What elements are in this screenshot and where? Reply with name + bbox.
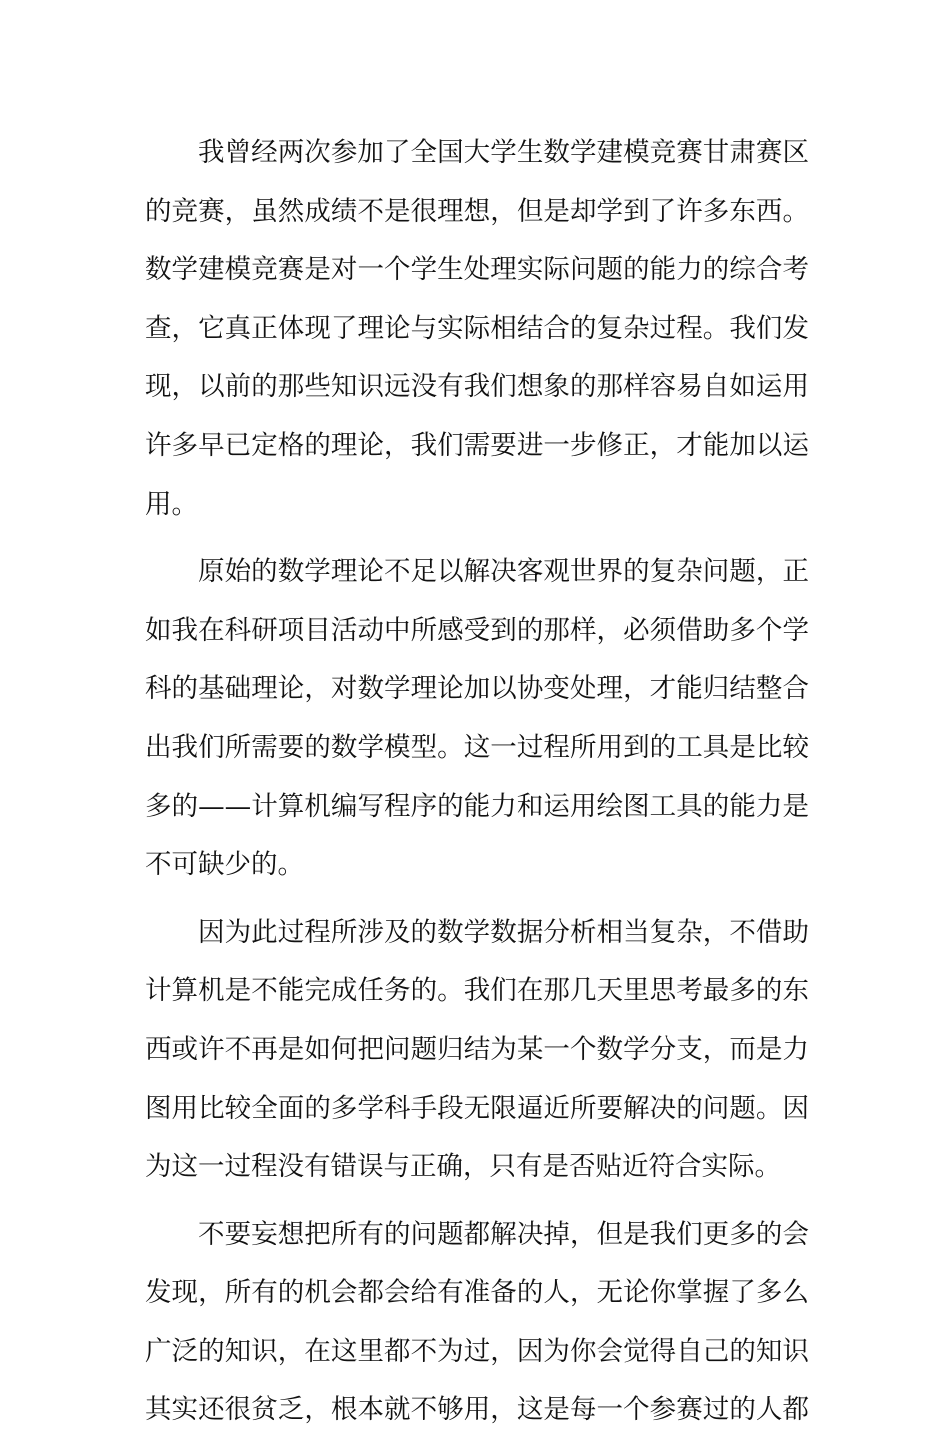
text-line: 出我们所需要的数学模型。这一过程所用到的工具是比较 bbox=[145, 731, 809, 763]
text-line: 因为此过程所涉及的数学数据分析相当复杂，不借助 bbox=[198, 916, 809, 948]
paragraph-4 bbox=[145, 1206, 809, 1440]
paragraph-1 bbox=[145, 124, 809, 534]
text-line: 原始的数学理论不足以解决客观世界的复杂问题，正 bbox=[198, 556, 809, 588]
text-line: 许多早已定格的理论，我们需要进一步修正，才能加以运 bbox=[145, 429, 809, 461]
text-line: 不可缺少的。 bbox=[145, 849, 304, 881]
text-line: 图用比较全面的多学科手段无限逼近所要解决的问题。因 bbox=[145, 1092, 809, 1124]
document-body bbox=[145, 124, 809, 1449]
text-line: 查，它真正体现了理论与实际相结合的复杂过程。我们发 bbox=[145, 312, 809, 344]
text-line: 多的——计算机编写程序的能力和运用绘图工具的能力是 bbox=[145, 790, 809, 822]
paragraph-2 bbox=[145, 543, 809, 895]
text-line: 发现，所有的机会都会给有准备的人，无论你掌握了多么 bbox=[145, 1277, 809, 1309]
text-line: 其实还很贫乏，根本就不够用，这是每一个参赛过的人都 bbox=[145, 1394, 809, 1426]
text-line: 如我在科研项目活动中所感受到的那样，必须借助多个学 bbox=[145, 614, 809, 646]
text-line: 数学建模竞赛是对一个学生处理实际问题的能力的综合考 bbox=[145, 254, 809, 286]
text-line: 用。 bbox=[145, 488, 198, 520]
text-line: 不要妄想把所有的问题都解决掉，但是我们更多的会 bbox=[198, 1218, 809, 1250]
text-line: 科的基础理论，对数学理论加以协变处理，才能归结整合 bbox=[145, 673, 809, 705]
text-line: 西或许不再是如何把问题归结为某一个数学分支，而是力 bbox=[145, 1033, 809, 1065]
paragraph-3 bbox=[145, 904, 809, 1197]
text-line: 计算机是不能完成任务的。我们在那几天里思考最多的东 bbox=[145, 975, 809, 1007]
text-line: 现，以前的那些知识远没有我们想象的那样容易自如运用 bbox=[145, 371, 809, 403]
text-line: 广泛的知识，在这里都不为过，因为你会觉得自己的知识 bbox=[145, 1335, 809, 1367]
text-line: 为这一过程没有错误与正确，只有是否贴近符合实际。 bbox=[145, 1151, 781, 1183]
text-line: 我曾经两次参加了全国大学生数学建模竞赛甘肃赛区 bbox=[198, 137, 809, 168]
text-line: 的竞赛，虽然成绩不是很理想，但是却学到了许多东西。 bbox=[145, 195, 809, 227]
